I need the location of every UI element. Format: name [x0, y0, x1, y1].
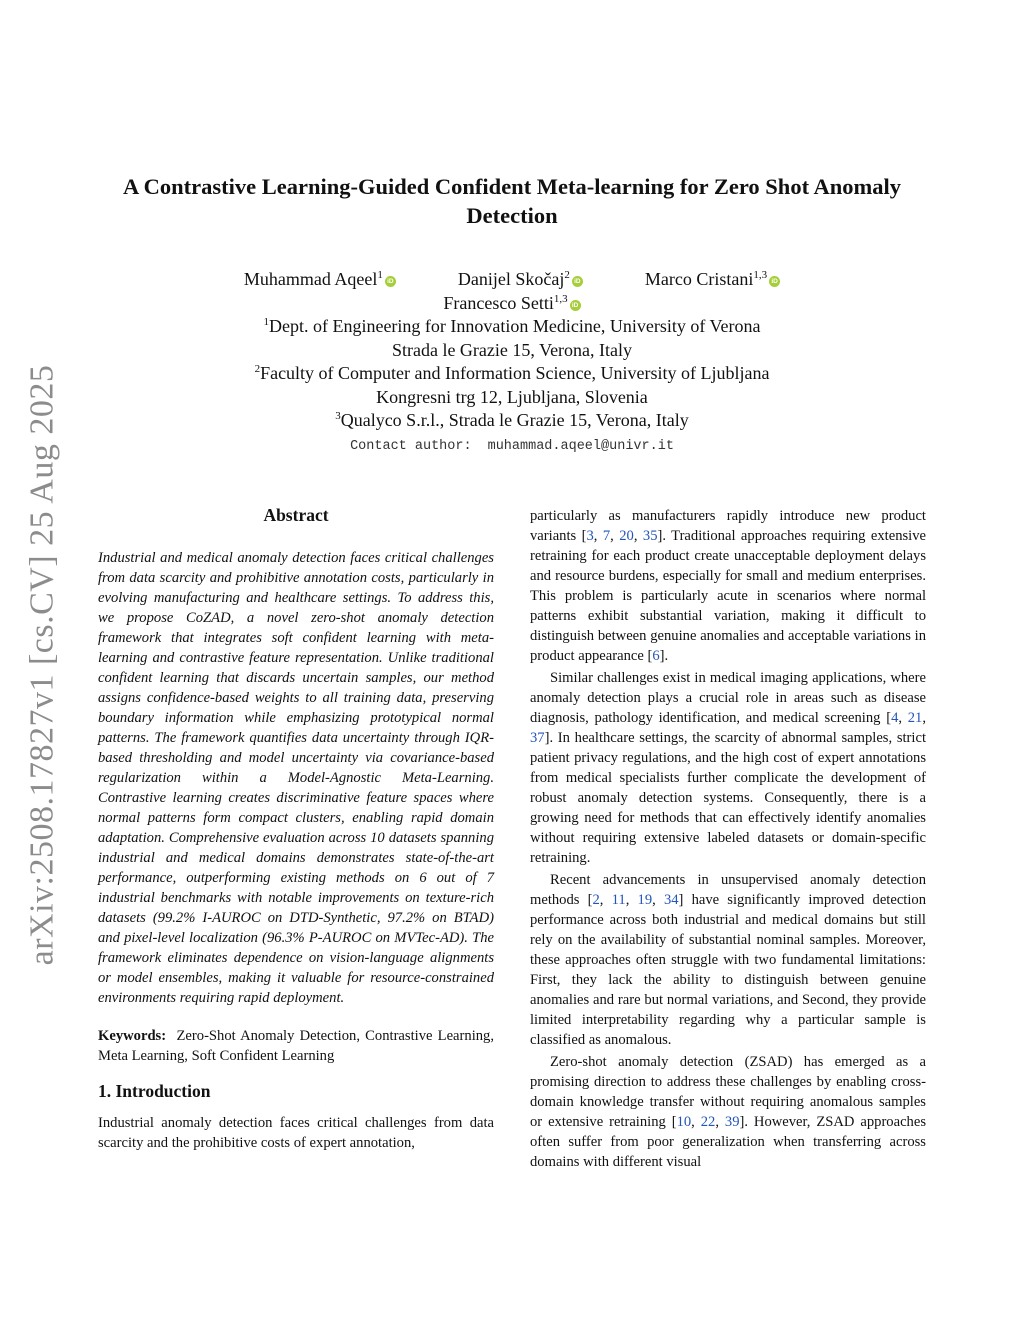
citation-link[interactable]: 2 — [592, 892, 600, 908]
contact-label: Contact author: — [350, 438, 472, 454]
author-1: Muhammad Aqeel$^1$iD — [244, 268, 396, 292]
author-4: Francesco Setti$^{1,3}$iD — [443, 292, 580, 316]
affiliation-2: $^2$Faculty of Computer and Information Science, University of Ljubljana — [254, 363, 770, 383]
intro-paragraph-3: Recent advancements in unsupervised anomaly detection methods [2, 11, 19, 34] have significantly improved detection performance across both industrial and medical domains but still rely on the availability of substantial nominal samples. Moreover, these approaches often struggle with two fundamental limitations: First, they lack the ability to distinguish between genuine anomalies and rare but normal variations, and Second, they provide limited interpretability regarding why a particular sample is classified as anomalous. — [530, 872, 927, 1048]
orcid-icon[interactable]: iD — [769, 276, 780, 287]
author-row-2 — [100, 292, 924, 316]
keywords-text: Zero-Shot Anomaly Detection, Contrastive Learning, Meta Learning, Soft Confident Learning — [98, 1028, 494, 1064]
citation-link[interactable]: 11 — [611, 892, 626, 908]
paper-title: A Contrastive Learning-Guided Confident Meta-learning for Zero Shot Anomaly Detection — [123, 174, 901, 228]
citation-link[interactable]: 19 — [637, 892, 653, 908]
orcid-icon[interactable]: iD — [570, 300, 581, 311]
arxiv-identifier — [12, 364, 72, 966]
intro-paragraph-2: Similar challenges exist in medical imaging applications, where anomaly detection plays a crucial role in areas such as disease diagnosis, pathology identification, and medical screening [4, 21, 37]. In healthcare settings, the scarcity of abnormal samples, strict patient privacy regulations, and the high cost of expert annotations from medical specialists further complicate the development of robust anomaly detection systems. Consequently, there is a growing need for methods that can effectively identify anomalies without requiring extensive labeled datasets or domain-specific retraining. — [530, 670, 926, 866]
arxiv-id-text: arXiv:2508.17827v1 [cs.CV] 25 Aug 2025 — [23, 364, 60, 966]
keywords-label: Keywords: — [98, 1028, 167, 1044]
intro-paragraph-1-cont: particularly as manufacturers rapidly introduce new product variants [3, 7, 20, 35]. Traditional approaches requiring extensive retraining for each product create unacceptable deployment delays and resource burdens, especially for small and medium enterprises. This problem is particularly acute in scenarios where normal patterns exhibit substantial variation, making it difficult to distinguish between genuine anomalies and acceptable variations in product appearance [6]. — [530, 508, 927, 664]
left-column — [98, 503, 494, 1153]
citation-link[interactable]: 34 — [663, 892, 679, 908]
citation-link[interactable]: 3 — [586, 528, 594, 544]
citation-link[interactable]: 4 — [891, 710, 899, 726]
author-row-1 — [100, 268, 924, 292]
intro-paragraph-4: Zero-shot anomaly detection (ZSAD) has emerged as a promising direction to address these challenges by enabling cross-domain knowledge transfer without requiring anomalous samples or extensive retraining [10, 22, 39]. However, ZSAD approaches often suffer from poor generalization when transferring across domains with different visual — [530, 1054, 927, 1170]
contact-line — [100, 435, 924, 459]
citation-link[interactable]: 37 — [530, 730, 545, 746]
affiliation-2-address: Kongresni trg 12, Ljubljana, Slovenia — [376, 386, 648, 407]
intro-paragraph-1: Industrial anomaly detection faces critical challenges from data scarcity and the prohibitive costs of expert annotation, — [98, 1115, 494, 1151]
citation-link[interactable]: 6 — [652, 648, 660, 664]
keywords — [98, 1026, 494, 1066]
citation-link[interactable]: 7 — [602, 528, 611, 544]
citation-link[interactable]: 20 — [619, 528, 634, 544]
citation-link[interactable]: 39 — [724, 1114, 740, 1130]
affiliation-3: $^3$Qualyco S.r.l., Strada le Grazie 15, Verona, Italy — [335, 410, 689, 430]
orcid-icon[interactable]: iD — [572, 276, 583, 287]
abstract-text: Industrial and medical anomaly detection faces critical challenges from data scarcity and prohibitive annotation costs, particularly in evolving manufacturing and healthcare settings. To address this, we propose CoZAD, a novel zero-shot anomaly detection framework that integrates soft confident learning with meta-learning and contrastive feature representation. Unlike traditional confident learning that discards uncertain samples, our method assigns confidence-based weights to all training data, preserving boundary information while emphasizing prototypical normal patterns. The framework quantifies data uncertainty through IQR-based thresholding and model uncertainty via covariance-based regularization within a Model-Agnostic Meta-Learning. Contrastive learning creates discriminative feature spaces where normal patterns form compact clusters, enabling rapid domain adaptation. Comprehensive evaluation across 10 datasets spanning industrial and medical domains demonstrates state-of-the-art performance, outperforming existing methods on 6 out of 7 industrial benchmarks with notable improvements on texture-rich datasets (99.2% I-AUROC on DTD-Synthetic, 97.2% on BTAD) and pixel-level localization (96.3% P-AUROC on MVTec-AD). The framework eliminates dependence on vision-language alignments or model ensembles, making it valuable for resource-constrained environments requiring rapid deployment. — [98, 550, 494, 1006]
citation-link[interactable]: 35 — [642, 528, 658, 544]
abstract-heading: Abstract — [263, 505, 329, 525]
citation-link[interactable]: 21 — [907, 710, 923, 726]
affiliation-1: $^1$Dept. of Engineering for Innovation Medicine, University of Verona — [263, 316, 761, 336]
author-3: Marco Cristani$^{1,3}$iD — [645, 268, 780, 292]
section-heading-introduction: 1. Introduction — [98, 1081, 211, 1101]
citation-link[interactable]: 10 — [676, 1114, 692, 1130]
right-column — [530, 506, 926, 1172]
contact-email[interactable]: muhammad.aqeel@univr.it — [487, 438, 674, 454]
citation-link[interactable]: 22 — [700, 1114, 716, 1130]
affiliation-1-address: Strada le Grazie 15, Verona, Italy — [391, 339, 633, 360]
author-2: Danijel Skočaj$^2$iD — [458, 268, 583, 292]
orcid-icon[interactable]: iD — [385, 276, 396, 287]
author-block — [100, 268, 924, 458]
